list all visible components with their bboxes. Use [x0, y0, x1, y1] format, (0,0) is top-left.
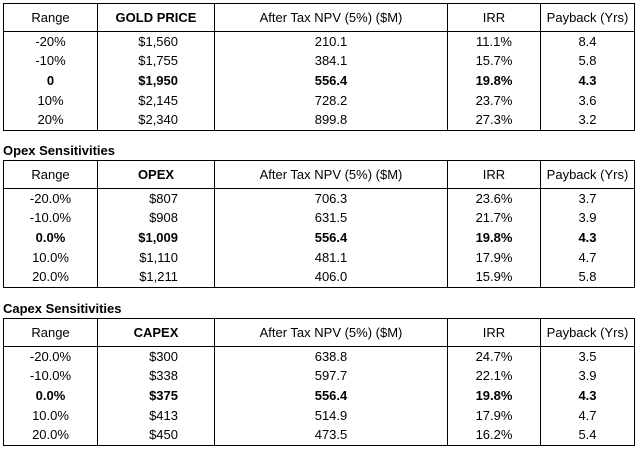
payback-cell: 4.7 — [541, 406, 635, 426]
payback-cell: 5.8 — [541, 267, 635, 287]
table-row — [4, 110, 635, 130]
table-row — [4, 91, 635, 111]
range-cell: -10.0% — [4, 367, 98, 387]
range-cell: -10.0% — [4, 209, 98, 229]
value-cell: $1,950 — [98, 71, 215, 91]
table-row — [4, 267, 635, 287]
value-cell: $375 — [98, 386, 215, 406]
column-header-opex: OPEX — [98, 161, 215, 189]
column-header-irr: IRR — [448, 319, 541, 347]
irr-cell: 19.8% — [448, 386, 541, 406]
table-row — [4, 71, 635, 91]
range-cell: 20.0% — [4, 267, 98, 287]
table-row — [4, 425, 635, 445]
irr-cell: 19.8% — [448, 71, 541, 91]
irr-cell: 23.6% — [448, 189, 541, 209]
payback-cell: 5.4 — [541, 425, 635, 445]
payback-cell: 3.5 — [541, 347, 635, 367]
irr-cell: 16.2% — [448, 425, 541, 445]
value-cell: $1,009 — [98, 228, 215, 248]
column-header-payback: Payback (Yrs) — [541, 319, 635, 347]
npv-cell: 406.0 — [215, 267, 448, 287]
payback-cell: 4.3 — [541, 228, 635, 248]
value-cell: $1,211 — [98, 267, 215, 287]
range-cell: -20% — [4, 32, 98, 52]
column-header-irr: IRR — [448, 161, 541, 189]
payback-cell: 3.7 — [541, 189, 635, 209]
value-cell: $450 — [98, 425, 215, 445]
irr-cell: 11.1% — [448, 32, 541, 52]
payback-cell: 3.2 — [541, 110, 635, 130]
payback-cell: 4.3 — [541, 386, 635, 406]
irr-cell: 15.7% — [448, 52, 541, 72]
table-header-row — [4, 4, 635, 32]
irr-cell: 27.3% — [448, 110, 541, 130]
range-cell: 20.0% — [4, 425, 98, 445]
table-header-row — [4, 161, 635, 189]
npv-cell: 706.3 — [215, 189, 448, 209]
irr-cell: 17.9% — [448, 248, 541, 268]
npv-cell: 384.1 — [215, 52, 448, 72]
range-cell: 20% — [4, 110, 98, 130]
gold-price-sensitivity-table — [3, 3, 635, 131]
table-body — [4, 189, 635, 288]
npv-cell: 638.8 — [215, 347, 448, 367]
column-header-capex: CAPEX — [98, 319, 215, 347]
payback-cell: 8.4 — [541, 32, 635, 52]
range-cell: 0.0% — [4, 228, 98, 248]
value-cell: $2,145 — [98, 91, 215, 111]
irr-cell: 15.9% — [448, 267, 541, 287]
npv-cell: 210.1 — [215, 32, 448, 52]
range-cell: 10% — [4, 91, 98, 111]
payback-cell: 3.9 — [541, 367, 635, 387]
payback-cell: 4.3 — [541, 71, 635, 91]
payback-cell: 4.7 — [541, 248, 635, 268]
value-cell: $2,340 — [98, 110, 215, 130]
range-cell: -20.0% — [4, 189, 98, 209]
npv-cell: 514.9 — [215, 406, 448, 426]
table-row — [4, 189, 635, 209]
irr-cell: 21.7% — [448, 209, 541, 229]
range-cell: 10.0% — [4, 248, 98, 268]
table-row — [4, 406, 635, 426]
npv-cell: 728.2 — [215, 91, 448, 111]
irr-cell: 23.7% — [448, 91, 541, 111]
npv-cell: 473.5 — [215, 425, 448, 445]
range-cell: -20.0% — [4, 347, 98, 367]
payback-cell: 3.9 — [541, 209, 635, 229]
payback-cell: 5.8 — [541, 52, 635, 72]
column-header-npv: After Tax NPV (5%) ($M) — [215, 4, 448, 32]
value-cell: $1,560 — [98, 32, 215, 52]
table-header-row — [4, 319, 635, 347]
table-row — [4, 32, 635, 52]
npv-cell: 556.4 — [215, 228, 448, 248]
column-header-payback: Payback (Yrs) — [541, 161, 635, 189]
table-body — [4, 347, 635, 446]
irr-cell: 19.8% — [448, 228, 541, 248]
npv-cell: 481.1 — [215, 248, 448, 268]
capex-section-title: Capex Sensitivities — [3, 301, 122, 316]
table-row — [4, 209, 635, 229]
column-header-irr: IRR — [448, 4, 541, 32]
payback-cell: 3.6 — [541, 91, 635, 111]
table-row — [4, 367, 635, 387]
table-row — [4, 248, 635, 268]
table-row — [4, 386, 635, 406]
value-cell: $413 — [98, 406, 215, 426]
value-cell: $1,110 — [98, 248, 215, 268]
column-header-payback: Payback (Yrs) — [541, 4, 635, 32]
npv-cell: 556.4 — [215, 71, 448, 91]
capex-sensitivity-table — [3, 318, 635, 446]
npv-cell: 597.7 — [215, 367, 448, 387]
irr-cell: 17.9% — [448, 406, 541, 426]
irr-cell: 24.7% — [448, 347, 541, 367]
column-header-gold-price: GOLD PRICE — [98, 4, 215, 32]
value-cell: $338 — [98, 367, 215, 387]
npv-cell: 631.5 — [215, 209, 448, 229]
value-cell: $807 — [98, 189, 215, 209]
table-body — [4, 32, 635, 131]
value-cell: $1,755 — [98, 52, 215, 72]
value-cell: $300 — [98, 347, 215, 367]
column-header-range: Range — [4, 161, 98, 189]
value-cell: $908 — [98, 209, 215, 229]
opex-section-title: Opex Sensitivities — [3, 143, 115, 158]
opex-sensitivity-table — [3, 160, 635, 288]
column-header-range: Range — [4, 319, 98, 347]
irr-cell: 22.1% — [448, 367, 541, 387]
column-header-npv: After Tax NPV (5%) ($M) — [215, 161, 448, 189]
range-cell: 0.0% — [4, 386, 98, 406]
table-row — [4, 228, 635, 248]
range-cell: 10.0% — [4, 406, 98, 426]
npv-cell: 899.8 — [215, 110, 448, 130]
range-cell: 0 — [4, 71, 98, 91]
range-cell: -10% — [4, 52, 98, 72]
column-header-range: Range — [4, 4, 98, 32]
npv-cell: 556.4 — [215, 386, 448, 406]
table-row — [4, 52, 635, 72]
table-row — [4, 347, 635, 367]
column-header-npv: After Tax NPV (5%) ($M) — [215, 319, 448, 347]
